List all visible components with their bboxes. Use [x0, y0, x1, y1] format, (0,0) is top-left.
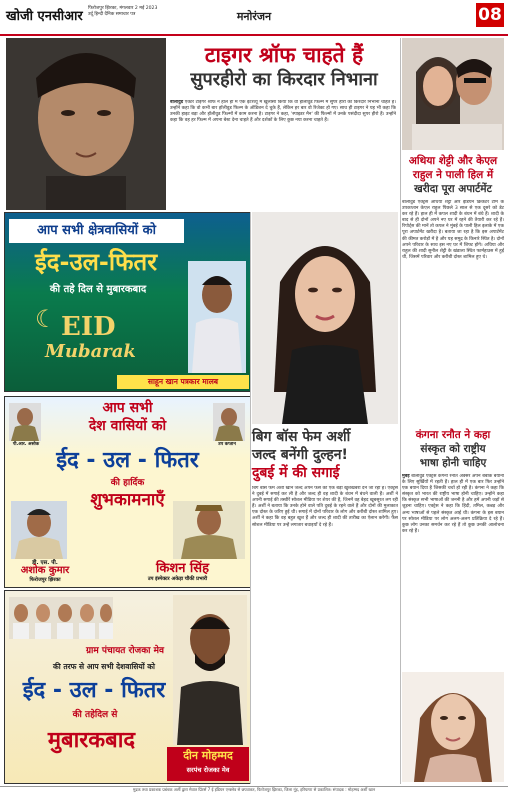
tiger-shroff-photo	[6, 38, 166, 210]
kangana-headline	[402, 428, 504, 470]
ad-ashok-line-2: देश वासियों को	[88, 418, 167, 434]
arshi-headline-line-3: दुबई में की सगाई	[252, 465, 340, 481]
kangana-headline-line-3: भाषा होनी चाहिए	[419, 457, 487, 469]
athiya-headline-line-1: अथिया शेट्टी और केएल	[408, 155, 498, 167]
ad-deen-line-4: की तहेदिल से	[72, 710, 118, 720]
arshi-headline	[252, 428, 398, 482]
ad-sahun-name: साहून खान पत्रकार मालब	[117, 375, 249, 389]
tiger-dateline: बॉलीवुड	[170, 100, 184, 105]
athiya-body: बॉलीवुड एक्ट्रेस अथिया शेट्टी और इंडियन क्रिकेटर टीम के उपकप्तान केएल राहुल पिछले 3 साल से एक दूसरे को डेट कर रहे हैं। हाल ही में कपल शादी के बंधन में बंधे हैं। शादी के बाद से ही दोनों अपने नए घर में रहने की तैयारी कर रहे हैं। रिपोर्ट्स की मानें तो कपल ने मुंबई के पाली हिल इलाके में एक पूरा अपार्टमेंट खरीदा है। बताया जा रहा है कि इस अपार्टमेंट की कीमत करोड़ों में है और यह समुद्र के किनारे स्थित है। दोनों अपने परिवार के साथ इस नए घर में शिफ्ट होंगे। अथिया और राहुल की शादी सुनील शेट्टी के खंडाला स्थित फार्महाउस में हुई थी, जिसमें परिवार और करीबी दोस्त शामिल हुए थे।	[402, 200, 504, 260]
ad-deen-name: दीन मोहम्मद	[183, 749, 233, 762]
kangana-dateline: मुंबई	[402, 474, 410, 479]
kangana-headline-line-2: संस्कृत को राष्ट्रीय	[420, 443, 486, 455]
section-title: मनोरंजन	[236, 10, 272, 23]
arshi-headline-line-2: जल्द बनेंगी दुल्हन!	[252, 447, 348, 463]
page-number: 08	[476, 3, 504, 27]
ad-sahun-line-1: आप सभी क्षेत्रवासियों को	[9, 219, 184, 243]
ad-ashok-person-1-place: फिरोजपुर झिरका	[29, 577, 61, 583]
ad-ashok-line-3: ईद - उल - फितर	[56, 448, 199, 473]
ad-deen-line-5: मुबारकबाद	[47, 728, 136, 753]
athiya-headline-line-2: राहुल ने पाली हिल में	[412, 169, 494, 181]
eid-ad-sahun-khan	[4, 212, 251, 392]
arshi-khan-photo	[252, 212, 398, 424]
officer-right-small-photo	[213, 403, 245, 441]
ad-ashok-person-1-name: अशोक कुमार	[20, 565, 70, 576]
tiger-headline-line-1: टाइगर श्रॉफ चाहते हैं	[204, 43, 364, 67]
ad-ashok-person-2-name: किशन सिंह	[156, 561, 209, 576]
ad-ashok-person-1-rank: डी. एस. पी.	[32, 560, 58, 566]
ashok-kumar-photo	[11, 501, 67, 559]
ad-ashok-top-left-caption: पी.आर. असोक	[12, 442, 40, 447]
column-rule	[400, 38, 401, 784]
officer-left-small-photo	[9, 403, 41, 441]
ad-deen-line-3: ईद - उल - फितर	[22, 678, 166, 703]
ad-ashok-line-5: शुभकामनाएँ	[90, 490, 165, 510]
kangana-body-text: बॉलीवुड एक्ट्रेस कंगना रनौत अक्सर अपने बेबाक बयानों के लिए सुर्खियों में रहती हैं। हाल ही में एक बार फिर उन्होंने एक बयान दिया है जिसकी चर्चा हो रही है। कंगना ने कहा कि संस्कृत को भारत की राष्ट्रीय भाषा होनी चाहिए। उन्होंने कहा कि संस्कृत सभी भाषाओं की जननी है और हमें अपनी जड़ों से जुड़ना चाहिए। एक्ट्रेस ने कहा कि हिंदी, तमिल, कन्नड़ और अन्य भाषाओं से पहले संस्कृत आई थी। कंगना के इस बयान पर सोशल मीडिया पर लोग अलग-अलग प्रतिक्रिया दे रहे हैं। कुछ लोग उनका समर्थन कर रहे हैं तो कुछ उनकी आलोचना कर रहे हैं।	[402, 474, 504, 534]
kishan-singh-photo	[173, 501, 245, 559]
tiger-body	[170, 100, 396, 208]
eid-ad-ashok-kishan	[4, 396, 251, 588]
ad-ashok-top-right-caption: उप कप्तान	[218, 442, 236, 447]
column-rule	[250, 212, 251, 784]
tiger-headline-line-2: सुपरहीरो का किरदार निभाना	[190, 69, 378, 90]
arshi-body: बिग बॉस फेम अर्शी खान जल्द अपने फैंस को एक बड़ी खुशखबरी देने जा रही हैं। एक्ट्रेस ने दुबई में सगाई कर ली है और जल्द ही वह शादी के बंधन में बंधने वाली हैं। अर्शी ने अपनी सगाई की तस्वीरें सोशल मीडिया पर शेयर की हैं, जिनमें वह बेहद खूबसूरत लग रही हैं। अर्शी ने बताया कि उनके होने वाले पति दुबई के रहने वाले हैं और दोनों की मुलाकात एक दोस्त के जरिए हुई थी। सगाई में दोनों परिवार के लोग और करीबी दोस्त शामिल हुए। अर्शी ने कहा कि वह बहुत खुश हैं और जल्द ही शादी की तारीख का ऐलान करेंगी। फैंस सोशल मीडिया पर उन्हें लगातार बधाइयाँ दे रहे हैं।	[252, 486, 398, 528]
ad-eid-text: EID	[61, 312, 116, 342]
paper-name: खोजी एनसीआर	[6, 9, 83, 24]
athiya-headline-line-3: खरीदा पूरा अपार्टमेंट	[414, 183, 492, 195]
eid-ad-deen-mohammad	[4, 590, 251, 784]
ad-sahun-line-2: ईद-उल-फितर	[34, 248, 158, 276]
ad-ashok-line-1: आप सभी	[102, 400, 153, 416]
ad-deen-line-1: ग्राम पंचायत रोजका मेव	[85, 646, 165, 656]
arshi-headline-line-1: बिग बॉस फेम अर्शी	[252, 429, 351, 445]
leaders-group-photo	[9, 597, 113, 639]
athiya-rahul-photo	[402, 38, 504, 150]
issue-line: उर्दू हिन्दी दैनिक समाचार पत्र	[88, 12, 136, 17]
ad-mubarak-text: Mubarak	[45, 341, 136, 362]
masthead	[0, 0, 508, 36]
ad-deen-name-box	[167, 747, 249, 781]
ad-ashok-line-4: की हार्दिक	[110, 478, 145, 488]
ad-deen-line-2: की तरफ से आप सभी देशवासियों को	[53, 662, 155, 671]
kangana-headline-line-1: कंगना रनौत ने कहा	[415, 429, 491, 441]
kangana-ranaut-photo	[402, 672, 504, 782]
athiya-headline	[402, 154, 504, 196]
kangana-body	[402, 474, 504, 670]
date-line: फिरोजपुर झिरका, मंगलवार 2 मई 2023	[88, 6, 158, 11]
ad-deen-title: सरपंच रोजका मेव	[186, 766, 230, 774]
ad-ashok-person-2-title: उप इंस्पेक्टर अकेड़ा चौकी प्रभारी	[147, 576, 208, 582]
crescent-moon-icon: ☾	[35, 305, 57, 333]
sahun-khan-photo	[188, 261, 246, 373]
tiger-body-text: एक्टर टाइगर श्रॉफ ने हाल ही में एक इंटरव्यू में खुलासा किया कि वो हॉलीवुड फिल्म में सुपर हीरो का किरदार निभाना चाहते हैं। उन्होंने कहा कि वो कभी बार हॉलीवुड फिल्म के ऑडिशन दे चुके हैं, लेकिन हर बार वो रिजेक्ट हो गए। साथ ही टाइगर ने यह भी कहा कि उनकी हाइट बड़ा और हॉलीवुड फिल्मों में काम करना है। टाइगर ने कहा, 'स्पाइडर मैन' की फिल्मों में उनके पसंदीदा सुपर हीरो हैं। उन्होंने कहा कि वह हर फिल्म में अपना बेस्ट देना चाहते हैं और दर्शकों के लिए कुछ नया करना चाहते हैं।	[170, 100, 396, 124]
ad-sahun-line-3: की तहे दिल से मुबारकबाद	[49, 284, 147, 295]
imprint-footer: मुद्रक तथा प्रकाशक प्रबंधक अर्शी द्वारा मेवात प्रिंटर्स 7 ई इंडियन एन्क्लेव से छपवाकर, फिरोजपुर झिरका, जिला नूंह, हरियाणा से प्रकाशित। संपादक : मोहम्मद अर्शी खान	[0, 786, 508, 801]
tiger-headline	[170, 42, 398, 92]
